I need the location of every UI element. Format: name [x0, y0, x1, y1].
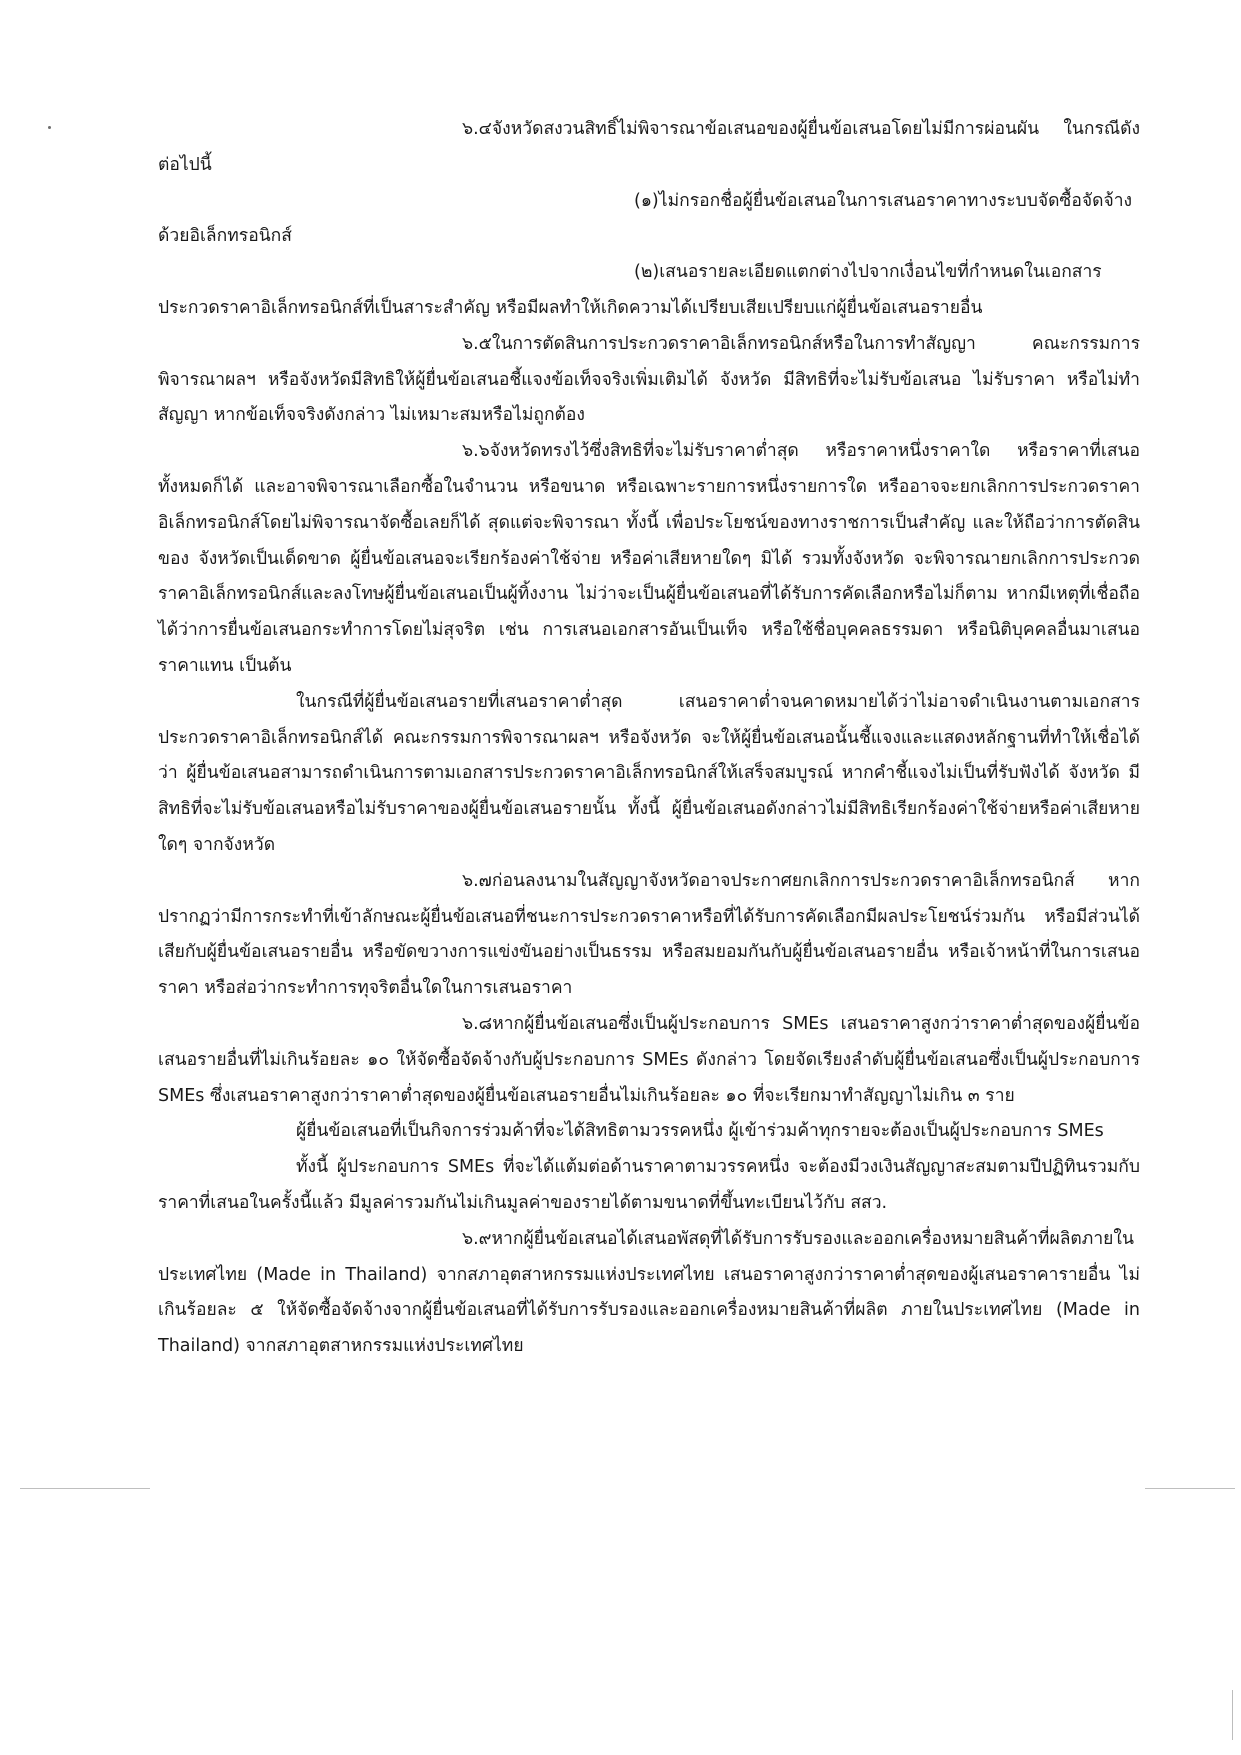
clause-number: ๖.๘ [462, 1013, 493, 1034]
clause-6-7 [158, 864, 1140, 1007]
clause-text: จังหวัดทรงไว้ซึ่งสิทธิที่จะไม่รับราคาต่ำสุด หรือราคาหนึ่งราคาใด หรือราคาที่เสนอทั้งหมดก็ได้ และอาจพิจารณาเลือกซื้อในจำนวน หรือขนาด หรือเฉพาะรายการหนึ่งรายการใด หรืออาจจะยกเลิกการประกวดราคาอิเล็กทรอนิกส์โดยไม่พิจารณาจัดซื้อเลยก็ได้ สุดแต่จะพิจารณา ทั้งนี้ เพื่อประโยชน์ของทางราชการเป็นสำคัญ และให้ถือว่าการตัดสินของ จังหวัดเป็นเด็ดขาด ผู้ยื่นข้อเสนอจะเรียกร้องค่าใช้จ่าย หรือค่าเสียหายใดๆ มิได้ รวมทั้งจังหวัด จะพิจารณายกเลิกการประกวดราคาอิเล็กทรอนิกส์และลงโทษผู้ยื่นข้อเสนอเป็นผู้ทิ้งงาน ไม่ว่าจะเป็นผู้ยื่นข้อเสนอที่ได้รับการคัดเลือกหรือไม่ก็ตาม หากมีเหตุที่เชื่อถือได้ว่าการยื่นข้อเสนอกระทำการโดยไม่สุจริต เช่น การเสนอเอกสารอันเป็นเท็จ หรือใช้ชื่อบุคคลธรรมดา หรือนิติบุคคลอื่นมาเสนอราคาแทน เป็นต้น [158, 441, 1140, 676]
item-number: (๒) [634, 262, 660, 283]
clause-text: ก่อนลงนามในสัญญาจังหวัดอาจประกาศยกเลิกการประกวดราคาอิเล็กทรอนิกส์ หากปรากฏว่ามีการกระทำที่เข้าลักษณะผู้ยื่นข้อเสนอที่ชนะการประกวดราคาหรือที่ได้รับการคัดเลือกมีผลประโยชน์ร่วมกัน หรือมีส่วนได้เสียกับผู้ยื่นข้อเสนอรายอื่น หรือขัดขวางการแข่งขันอย่างเป็นธรรม หรือสมยอมกันกับผู้ยื่นข้อเสนอรายอื่น หรือเจ้าหน้าที่ในการเสนอราคา หรือส่อว่ากระทำการทุจริตอื่นใดในการเสนอราคา [158, 870, 1140, 999]
clause-6-4-item-1 [158, 184, 1140, 256]
clause-6-6-paragraph-2 [158, 685, 1140, 864]
clause-text: จังหวัดสงวนสิทธิ์ไม่พิจารณาข้อเสนอของผู้ยื่นข้อเสนอโดยไม่มีการผ่อนผัน ในกรณีดังต่อไปนี้ [158, 119, 1140, 175]
clause-6-5 [158, 327, 1140, 434]
item-text: เสนอรายละเอียดแตกต่างไปจากเงื่อนไขที่กำหนดในเอกสารประกวดราคาอิเล็กทรอนิกส์ที่เป็นสาระสำคัญ หรือมีผลทำให้เกิดความได้เปรียบเสียเปรียบแก่ผู้ยื่นข้อเสนอรายอื่น [158, 262, 1102, 318]
clause-6-8-paragraph-2 [158, 1114, 1140, 1150]
clause-number: ๖.๙ [462, 1228, 492, 1249]
clause-number: ๖.๗ [462, 870, 492, 891]
paragraph-text: ในกรณีที่ผู้ยื่นข้อเสนอรายที่เสนอราคาต่ำสุด เสนอราคาต่ำจนคาดหมายได้ว่าไม่อาจดำเนินงานตามเอกสารประกวดราคาอิเล็กทรอนิกส์ได้ คณะกรรมการพิจารณาผลฯ หรือจังหวัด จะให้ผู้ยื่นข้อเสนอนั้นชี้แจงและแสดงหลักฐานที่ทำให้เชื่อได้ว่า ผู้ยื่นข้อเสนอสามารถดำเนินการตามเอกสารประกวดราคาอิเล็กทรอนิกส์ให้เสร็จสมบูรณ์ หากคำชี้แจงไม่เป็นที่รับฟังได้ จังหวัด มีสิทธิที่จะไม่รับข้อเสนอหรือไม่รับราคาของผู้ยื่นข้อเสนอรายนั้น ทั้งนี้ ผู้ยื่นข้อเสนอดังกล่าวไม่มีสิทธิเรียกร้องค่าใช้จ่ายหรือค่าเสียหายใดๆ จากจังหวัด [158, 691, 1140, 855]
paragraph-text: ผู้ยื่นข้อเสนอที่เป็นกิจการร่วมค้าที่จะได้สิทธิตามวรรคหนึ่ง ผู้เข้าร่วมค้าทุกรายจะต้องเป็นผู้ประกอบการ SMEs [296, 1121, 1104, 1142]
clause-text: หากผู้ยื่นข้อเสนอซึ่งเป็นผู้ประกอบการ SMEs เสนอราคาสูงกว่าราคาต่ำสุดของผู้ยื่นข้อเสนอรายอื่นที่ไม่เกินร้อยละ ๑๐ ให้จัดซื้อจัดจ้างกับผู้ประกอบการ SMEs ดังกล่าว โดยจัดเรียงลำดับผู้ยื่นข้อเสนอซึ่งเป็นผู้ประกอบการ SMEs ซึ่งเสนอราคาสูงกว่าราคาต่ำสุดของผู้ยื่นข้อเสนอรายอื่นไม่เกินร้อยละ ๑๐ ที่จะเรียกมาทำสัญญาไม่เกิน ๓ ราย [158, 1013, 1140, 1106]
scan-line-right [1145, 1488, 1235, 1489]
clause-text: หากผู้ยื่นข้อเสนอได้เสนอพัสดุที่ได้รับการรับรองและออกเครื่องหมายสินค้าที่ผลิตภายในประเทศไทย (Made in Thailand) จากสภาอุตสาหกรรมแห่งประเทศไทย เสนอราคาสูงกว่าราคาต่ำสุดของผู้เสนอราคารายอื่น ไม่เกินร้อยละ ๕ ให้จัดซื้อจัดจ้างจากผู้ยื่นข้อเสนอที่ได้รับการรับรองและออกเครื่องหมายสินค้าที่ผลิต ภายในประเทศไทย (Made in Thailand) จากสภาอุตสาหกรรมแห่งประเทศไทย [158, 1228, 1140, 1357]
clause-6-8-paragraph-3 [158, 1150, 1140, 1222]
clause-number: ๖.๕ [462, 333, 492, 354]
item-number: (๑) [634, 190, 659, 211]
clause-number: ๖.๖ [462, 441, 490, 462]
scan-speck [48, 126, 51, 129]
clause-number: ๖.๔ [462, 119, 492, 139]
paragraph-text: ทั้งนี้ ผู้ประกอบการ SMEs ที่จะได้แต้มต่อด้านราคาตามวรรคหนึ่ง จะต้องมีวงเงินสัญญาสะสมตามปีปฏิทินรวมกับราคาที่เสนอในครั้งนี้แล้ว มีมูลค่ารวมกันไม่เกินมูลค่าของรายได้ตามขนาดที่ขึ้นทะเบียนไว้กับ สสว. [158, 1157, 1140, 1213]
clause-6-4 [158, 112, 1140, 184]
item-text: ไม่กรอกชื่อผู้ยื่นข้อเสนอในการเสนอราคาทางระบบจัดซื้อจัดจ้างด้วยอิเล็กทรอนิกส์ [158, 190, 1133, 247]
clause-6-8 [158, 1007, 1140, 1114]
scan-line-left [20, 1488, 150, 1489]
clause-6-9 [158, 1222, 1140, 1365]
clause-text: ในการตัดสินการประกวดราคาอิเล็กทรอนิกส์หรือในการทำสัญญา คณะกรรมการพิจารณาผลฯ หรือจังหวัดมีสิทธิให้ผู้ยื่นข้อเสนอชี้แจงข้อเท็จจริงเพิ่มเติมได้ จังหวัด มีสิทธิที่จะไม่รับข้อเสนอ ไม่รับราคา หรือไม่ทำสัญญา หากข้อเท็จจริงดังกล่าว ไม่เหมาะสมหรือไม่ถูกต้อง [158, 333, 1140, 426]
clause-6-6 [158, 434, 1140, 685]
clause-6-4-item-2 [158, 255, 1140, 327]
scan-edge-mark [1232, 1690, 1233, 1740]
document-body [158, 112, 1140, 1365]
